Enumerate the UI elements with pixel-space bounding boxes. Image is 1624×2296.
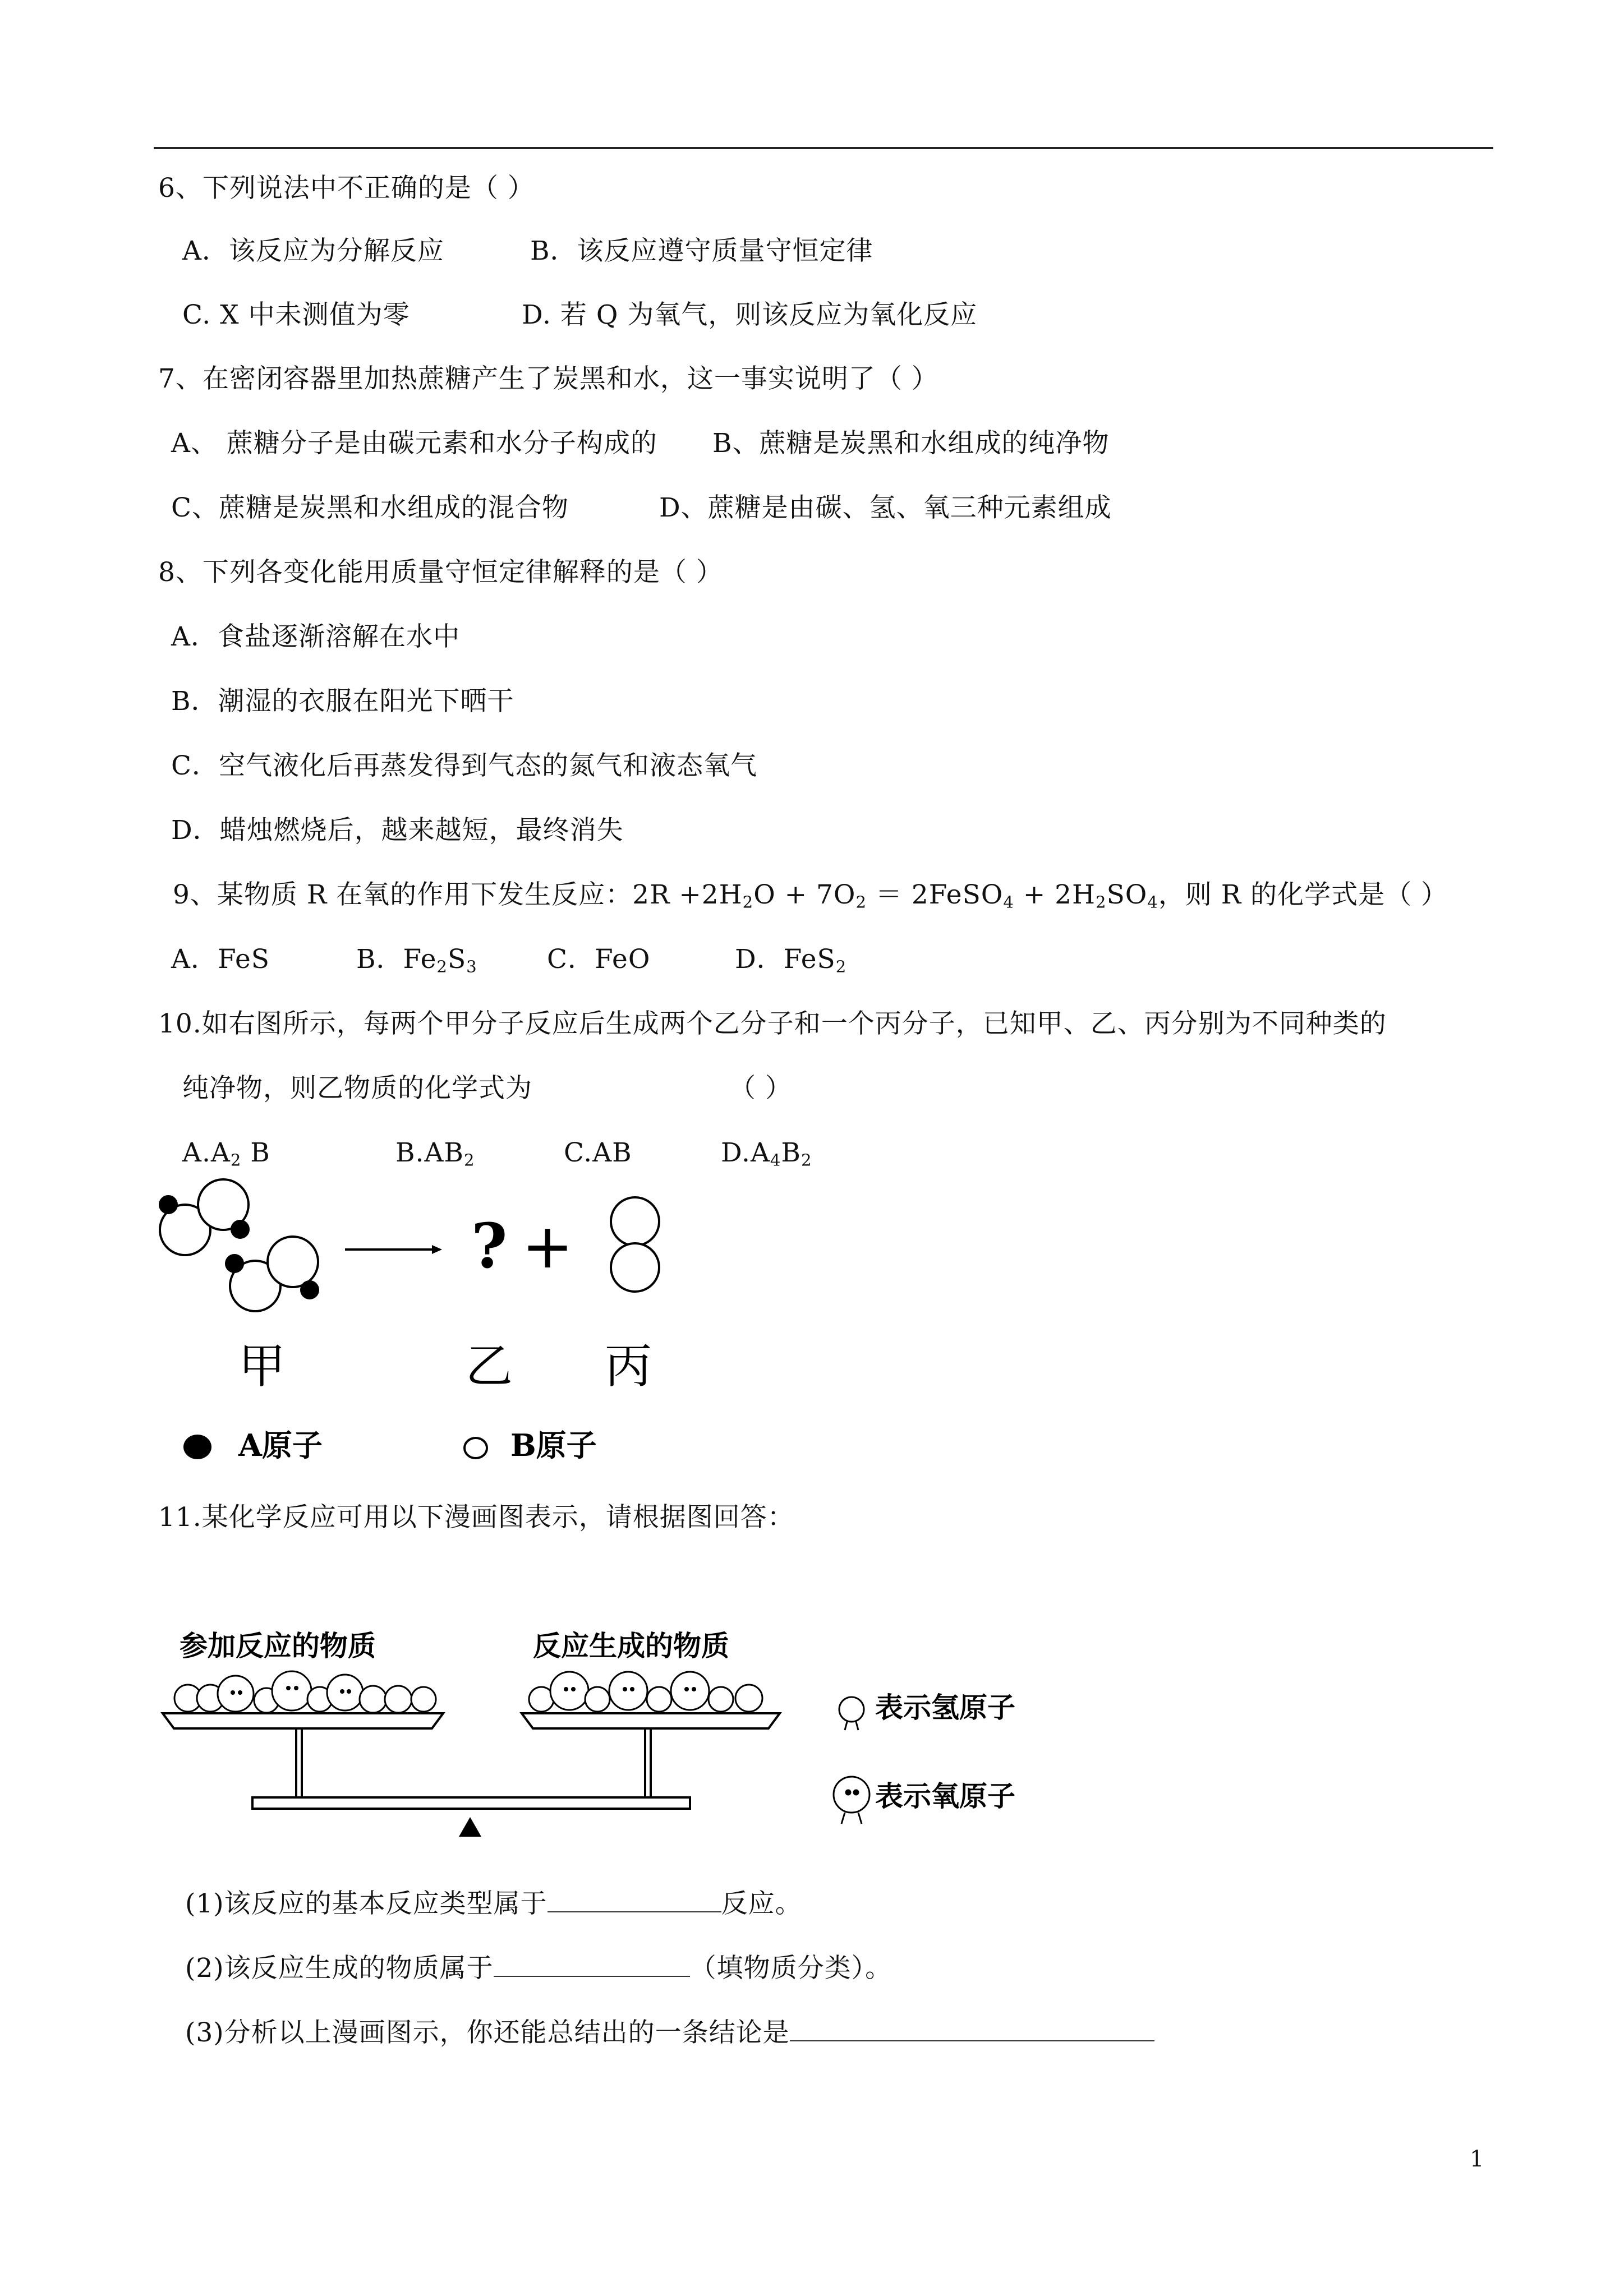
page-number: 1 (1470, 2146, 1484, 2172)
q11-balance-cartoon (151, 1615, 1049, 1862)
molecule-bing (611, 1197, 659, 1292)
q11-part1: (1)该反应的基本反应类型属于 反应。 (185, 1888, 802, 1919)
q7-option-a: A、 蔗糖分子是由碳元素和水分子构成的 (171, 428, 657, 459)
legend-h-atom-icon (839, 1697, 864, 1730)
answer-blank-1[interactable] (548, 1890, 721, 1912)
q10-option-a: $A.A_2$ B (182, 1137, 270, 1170)
molecule-jia-1 (160, 1179, 249, 1255)
q8-option-a: A．食盐逐渐溶解在水中 (171, 621, 460, 652)
q10-answer-paren: （ ） (729, 1073, 792, 1104)
legend-b-atom-icon (464, 1438, 487, 1458)
right-pan (522, 1672, 780, 1728)
q9-option-d: D．FeS$_2$ (735, 944, 847, 976)
q6-option-d: D. 若 Q 为氧气，则该反应为氧化反应 (522, 299, 978, 330)
molecule-jia-2 (226, 1237, 318, 1311)
q11-part3: (3)分析以上漫画图示，你还能总结出的一条结论是 (185, 2019, 1154, 2046)
legend-a-atom-icon (183, 1435, 211, 1459)
label-jia: 甲 (238, 1339, 286, 1394)
q6-option-a: A．该反应为分解反应 (182, 236, 444, 266)
legend-o-label: 表示氧原子 (875, 1780, 1015, 1813)
q9-option-b: B．$Fe_2S_3$ (356, 944, 477, 976)
q10-stem-line1: 10.如右图所示，每两个甲分子反应后生成两个乙分子和一个丙分子，已知甲、乙、丙分别为不同种类的 (158, 1008, 1387, 1039)
q10-molecule-diagram (151, 1178, 712, 1481)
left-pan (163, 1671, 443, 1728)
q8-option-c: C．空气液化后再蒸发得到气态的氮气和液态氧气 (171, 750, 757, 781)
q8-stem: 8、下列各变化能用质量守恒定律解释的是（ ） (158, 557, 723, 588)
q6-stem: 6、下列说法中不正确的是（ ） (158, 173, 535, 204)
legend-b-label: B原子 (510, 1427, 597, 1463)
question-mark: ? (471, 1210, 508, 1282)
q7-stem: 7、在密闭容器里加热蔗糖产生了炭黑和水，这一事实说明了（ ） (158, 363, 938, 394)
answer-blank-2[interactable] (494, 1954, 690, 1977)
q9-option-a: A．FeS (171, 944, 270, 975)
q7-option-b: B、蔗糖是炭黑和水组成的纯净物 (712, 428, 1110, 459)
header-rule (154, 147, 1493, 149)
left-pan-title: 参加反应的物质 (180, 1630, 376, 1662)
plus-sign: + (522, 1210, 574, 1282)
q11-part2: (2)该反应生成的物质属于 （填物质分类）。 (185, 1953, 892, 1984)
q10-option-c: C.AB (564, 1137, 632, 1168)
q9-stem: 9、某物质 R 在氧的作用下发生反应：$2R +2H_2O + 7O_2$ ＝ 2FeSO$_4$ + $2H_2SO_4$，则 R 的化学式是（ ） (173, 879, 1448, 912)
answer-blank-3[interactable] (790, 2019, 1154, 2041)
q9-option-c: C．FeO (547, 944, 651, 975)
right-pan-title: 反应生成的物质 (533, 1630, 729, 1662)
fulcrum-icon (459, 1817, 481, 1837)
q6-option-b: B．该反应遵守质量守恒定律 (530, 236, 873, 266)
label-bing: 丙 (605, 1339, 652, 1394)
balance-beam (252, 1728, 690, 1809)
legend-h-label: 表示氢原子 (875, 1691, 1015, 1724)
q7-option-c: C、蔗糖是炭黑和水组成的混合物 (171, 492, 569, 523)
legend-a-label: A原子 (238, 1427, 323, 1463)
arrow-icon (345, 1245, 442, 1254)
q10-option-d: $D.A_4B_2$ (721, 1137, 812, 1170)
q10-option-b: $B.AB_2$ (395, 1137, 475, 1170)
q10-stem-line2: 纯净物，则乙物质的化学式为 (182, 1073, 532, 1104)
q7-option-d: D、蔗糖是由碳、氢、氧三种元素组成 (659, 492, 1112, 523)
q6-option-c: C. X 中未测值为零 (182, 299, 410, 330)
legend-o-atom-icon (834, 1777, 869, 1824)
q11-stem: 11.某化学反应可用以下漫画图表示，请根据图回答： (158, 1502, 794, 1533)
label-yi: 乙 (466, 1339, 513, 1394)
q8-option-b: B．潮湿的衣服在阳光下晒干 (171, 686, 514, 717)
q8-option-d: D．蜡烛燃烧后，越来越短，最终消失 (171, 815, 624, 846)
